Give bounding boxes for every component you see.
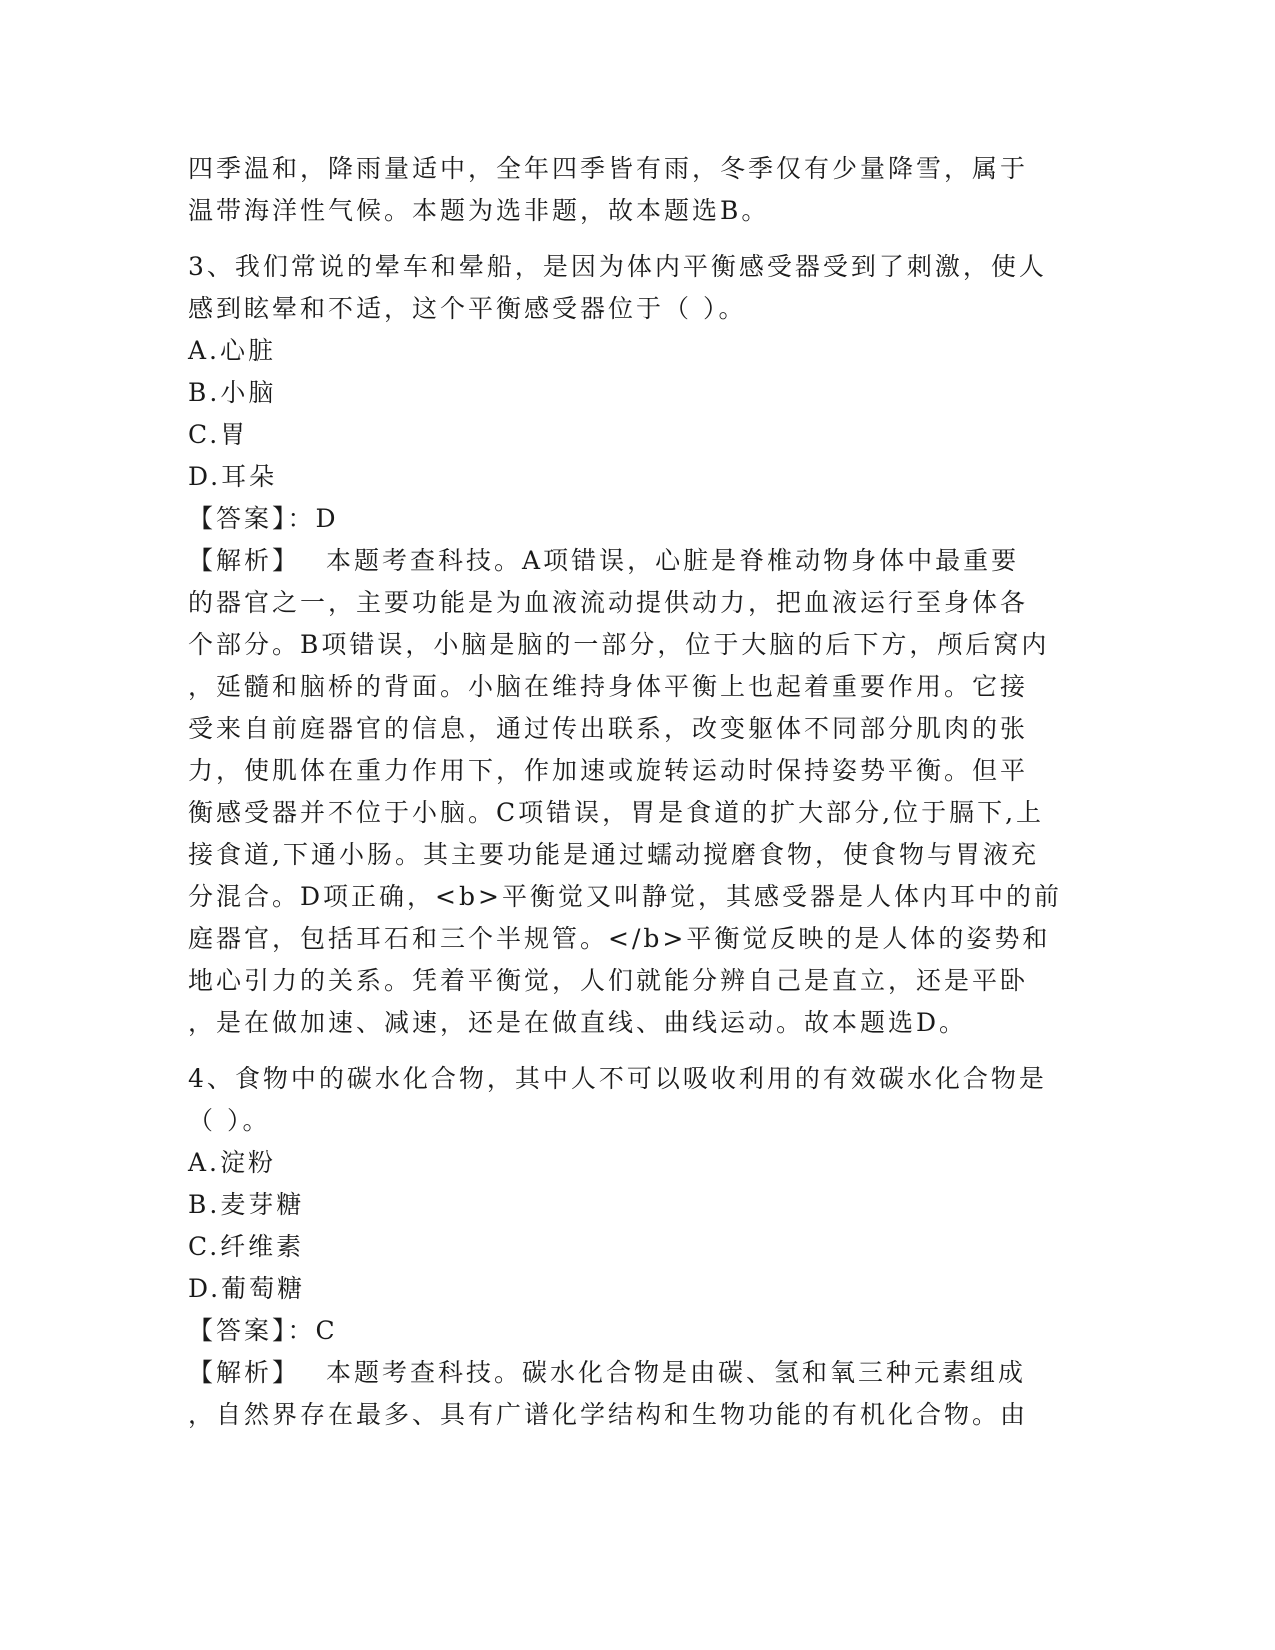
option-b: B.麦芽糖 [188, 1190, 305, 1219]
analysis-line: ，是在做加速、减速，还是在做直线、曲线运动。故本题选D。 [188, 1008, 968, 1037]
answer-value: C [315, 1316, 338, 1345]
analysis-line: 分混合。D项正确，<b>平衡觉又叫静觉，其感受器是人体内耳中的前 [188, 882, 1062, 911]
analysis-text: 本题考查科技。碳水化合物是由碳、氢和氧三种元素组成 [326, 1358, 1027, 1387]
answer-line [188, 498, 1055, 540]
question-stem-line: （ ）。 [188, 1106, 271, 1135]
analysis-text: 本题考查科技。A项错误，心脏是脊椎动物身体中最重要 [326, 546, 1020, 575]
option-b: B.小脑 [188, 378, 277, 407]
previous-analysis-tail [188, 148, 1055, 232]
analysis-label: 【解析】 [188, 546, 301, 575]
analysis-line: ，自然界存在最多、具有广谱化学结构和生物功能的有机化合物。由 [188, 1400, 1029, 1429]
option-a: A.心脏 [188, 336, 277, 365]
option-a: A.淀粉 [188, 1148, 277, 1177]
text-line: 四季温和，降雨量适中，全年四季皆有雨，冬季仅有少量降雪，属于 [188, 154, 1029, 183]
analysis-line: 衡感受器并不位于小脑。C项错误，胃是食道的扩大部分,位于膈下,上 [188, 798, 1045, 827]
option-d: D.耳朵 [188, 462, 278, 491]
analysis-line: 受来自前庭器官的信息，通过传出联系，改变躯体不同部分肌肉的张 [188, 714, 1029, 743]
analysis-line: ，延髓和脑桥的背面。小脑在维持身体平衡上也起着重要作用。它接 [188, 672, 1029, 701]
analysis-line: 接食道,下通小肠。其主要功能是通过蠕动搅磨食物，使食物与胃液充 [188, 840, 1039, 869]
option-c: C.胃 [188, 420, 249, 449]
question-stem-line: 4、食物中的碳水化合物，其中人不可以吸收利用的有效碳水化合物是 [188, 1064, 1047, 1093]
question-stem-line: 感到眩晕和不适，这个平衡感受器位于（ ）。 [188, 294, 747, 323]
answer-line [188, 1310, 1055, 1352]
answer-label: 【答案】： [188, 1316, 316, 1345]
analysis-line: 的器官之一，主要功能是为血液流动提供动力，把血液运行至身体各 [188, 588, 1029, 617]
question-stem-line: 3、我们常说的晕车和晕船，是因为体内平衡感受器受到了刺激，使人 [188, 252, 1047, 281]
analysis-first-line [188, 540, 1055, 582]
analysis-first-line [188, 1352, 1055, 1394]
analysis-line: 个部分。B项错误，小脑是脑的一部分，位于大脑的后下方，颅后窝内 [188, 630, 1050, 659]
analysis-label: 【解析】 [188, 1358, 301, 1387]
option-c: C.纤维素 [188, 1232, 305, 1261]
option-d: D.葡萄糖 [188, 1274, 306, 1303]
analysis-line: 力，使肌体在重力作用下，作加速或旋转运动时保持姿势平衡。但平 [188, 756, 1029, 785]
analysis-line: 地心引力的关系。凭着平衡觉，人们就能分辨自己是直立，还是平卧 [188, 966, 1029, 995]
answer-label: 【答案】： [188, 504, 316, 533]
analysis-line: 庭器官，包括耳石和三个半规管。</b>平衡觉反映的是人体的姿势和 [188, 924, 1051, 953]
question-4 [188, 1058, 1055, 1436]
question-3 [188, 246, 1062, 1044]
text-line: 温带海洋性气候。本题为选非题，故本题选B。 [188, 196, 770, 225]
answer-value: D [315, 504, 339, 533]
